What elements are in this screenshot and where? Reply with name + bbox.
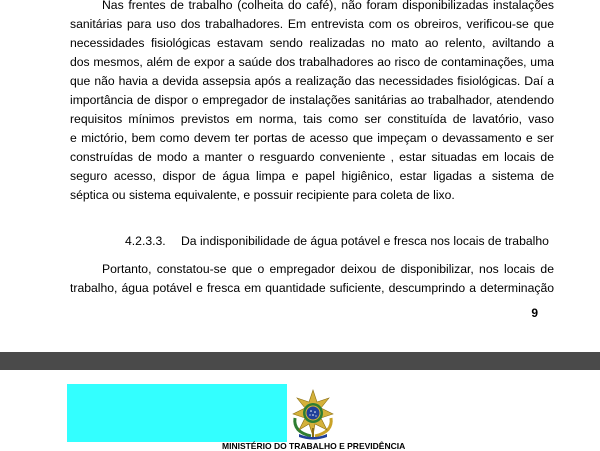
paragraph-line: Nas frentes de trabalho (colheita do café), não foram disponibilizadas instalações	[102, 0, 554, 12]
page-number: 9	[531, 306, 538, 320]
paragraph-line: trabalho, água potável e fresca em quantidade suficiente, descumprindo a determinação	[70, 281, 554, 295]
paragraph-line: importância de dispor o empregador de instalações sanitárias ao trabalhador, atendendo	[70, 93, 554, 107]
page-separator	[0, 352, 600, 370]
paragraph-line: sanitárias para uso dos trabalhadores. Em entrevista com os obreiros, verificou-se que	[70, 17, 554, 31]
paragraph-line: seguro acesso, dispor de água limpa e papel higiênico, estar ligadas a sistema de	[70, 169, 554, 183]
paragraph-line: que não havia a devida assepsia após a realização das necessidades fisiológicas. Daí a	[70, 74, 554, 88]
paragraph-line: dos mesmos, além de expor a saúde dos trabalhadores ao risco de contaminações, uma	[70, 55, 554, 69]
paragraph-drinking-water	[70, 260, 554, 298]
paragraph-line: necessidades fisiológicas estavam sendo realizadas no mato ao relento, aviltando a	[70, 36, 554, 50]
section-title: Da indisponibilidade de água potável e fresca nos locais de trabalho	[181, 234, 549, 248]
section-heading	[125, 234, 549, 248]
paragraph-line: requisitos mínimos previstos em norma, tais como ser constituída de lavatório, vaso	[70, 112, 554, 126]
paragraph-line: e mictório, bem como devem ter portas de acesso que impeçam o devassamento e ser	[70, 131, 554, 145]
paragraph-line: construídas de modo a manter o resguardo conveniente , estar situadas em locais de	[70, 150, 554, 164]
section-number: 4.2.3.3.	[125, 234, 166, 248]
paragraph-sanitary-facilities	[70, 0, 554, 205]
redaction-block	[67, 384, 287, 442]
paragraph-line: Portanto, constatou-se que o empregador deixou de disponibilizar, nos locais de	[102, 262, 554, 276]
brazil-coat-of-arms-icon	[287, 388, 339, 440]
ministry-name: MINISTÉRIO DO TRABALHO E PREVIDÊNCIA	[222, 441, 406, 451]
paragraph-line: séptica ou sistema equivalente, e possuir recipiente para coleta de lixo.	[70, 188, 455, 202]
